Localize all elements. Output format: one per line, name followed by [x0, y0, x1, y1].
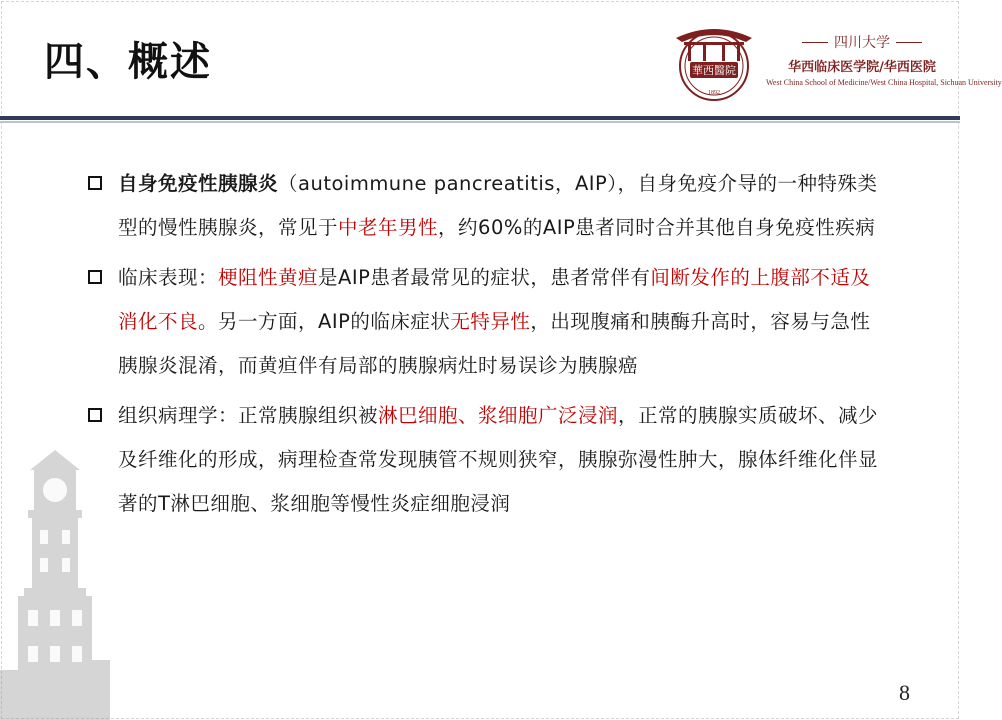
divider	[802, 42, 828, 43]
bullet-list	[84, 162, 884, 532]
text-segment: 是AIP患者最常见的症状，患者常伴有	[318, 266, 651, 289]
bullet-item-clinical	[84, 256, 884, 388]
svg-text:華西醫院: 華西醫院	[692, 64, 736, 77]
square-bullet-icon	[88, 408, 102, 422]
university-name-block	[766, 32, 1002, 87]
text-segment: 临床表现：	[118, 266, 219, 289]
highlight-segment: 淋巴细胞、浆细胞广泛浸润	[378, 404, 619, 427]
university-name-text: 四川大学	[834, 35, 890, 51]
school-name-en: West China School of Medicine/West China Hospital, Sichuan University	[766, 78, 1002, 87]
text-segment: ，正常的胰腺实质破坏、减少及纤维化的形成，病理检查常发现胰管不规则狭窄，胰腺弥漫性肿大，腺体纤维化伴显著的T淋巴细胞、浆细胞等慢性炎症细胞浸润	[118, 404, 879, 515]
page-title: 四、概述	[44, 39, 212, 85]
square-bullet-icon	[88, 270, 102, 284]
page-number: 8	[899, 680, 910, 705]
bullet-item-pathology	[84, 394, 884, 526]
bullet-paragraph	[118, 394, 884, 526]
university-name	[766, 32, 958, 52]
text-segment: ，出现腹痛和胰酶升高时，容易与急性胰腺炎混淆，而黄疸伴有局部的胰腺病灶时易误诊为胰腺癌	[118, 310, 871, 377]
header-rule-light	[0, 121, 960, 123]
svg-text:1892: 1892	[708, 90, 720, 96]
text-segment: （autoimmune pancreatitis，AIP），自身免疫介导的一种特殊类型的慢性胰腺炎，常见于	[118, 172, 878, 239]
square-bullet-icon	[88, 176, 102, 190]
highlight-segment: 中老年男性	[338, 216, 439, 239]
university-logo	[668, 18, 766, 104]
bullet-paragraph	[118, 162, 884, 250]
bullet-item-aip-definition	[84, 162, 884, 250]
school-name-cn: 华西临床医学院/华西医院	[788, 60, 936, 75]
text-segment: 组织病理学：正常胰腺组织被	[118, 404, 379, 427]
term-aip: 自身免疫性胰腺炎	[118, 172, 279, 195]
header-rule	[0, 116, 960, 120]
text-segment: 。另一方面，AIP的临床症状	[198, 310, 451, 333]
highlight-segment: 间断发作的上腹部不适及消化不良	[118, 266, 871, 333]
text-segment: ，约60%的AIP患者同时合并其他自身免疫性疾病	[438, 216, 876, 239]
bullet-paragraph	[118, 256, 884, 388]
highlight-segment: 梗阻性黄疸	[218, 266, 319, 289]
highlight-segment: 无特异性	[450, 310, 531, 333]
divider	[896, 42, 922, 43]
